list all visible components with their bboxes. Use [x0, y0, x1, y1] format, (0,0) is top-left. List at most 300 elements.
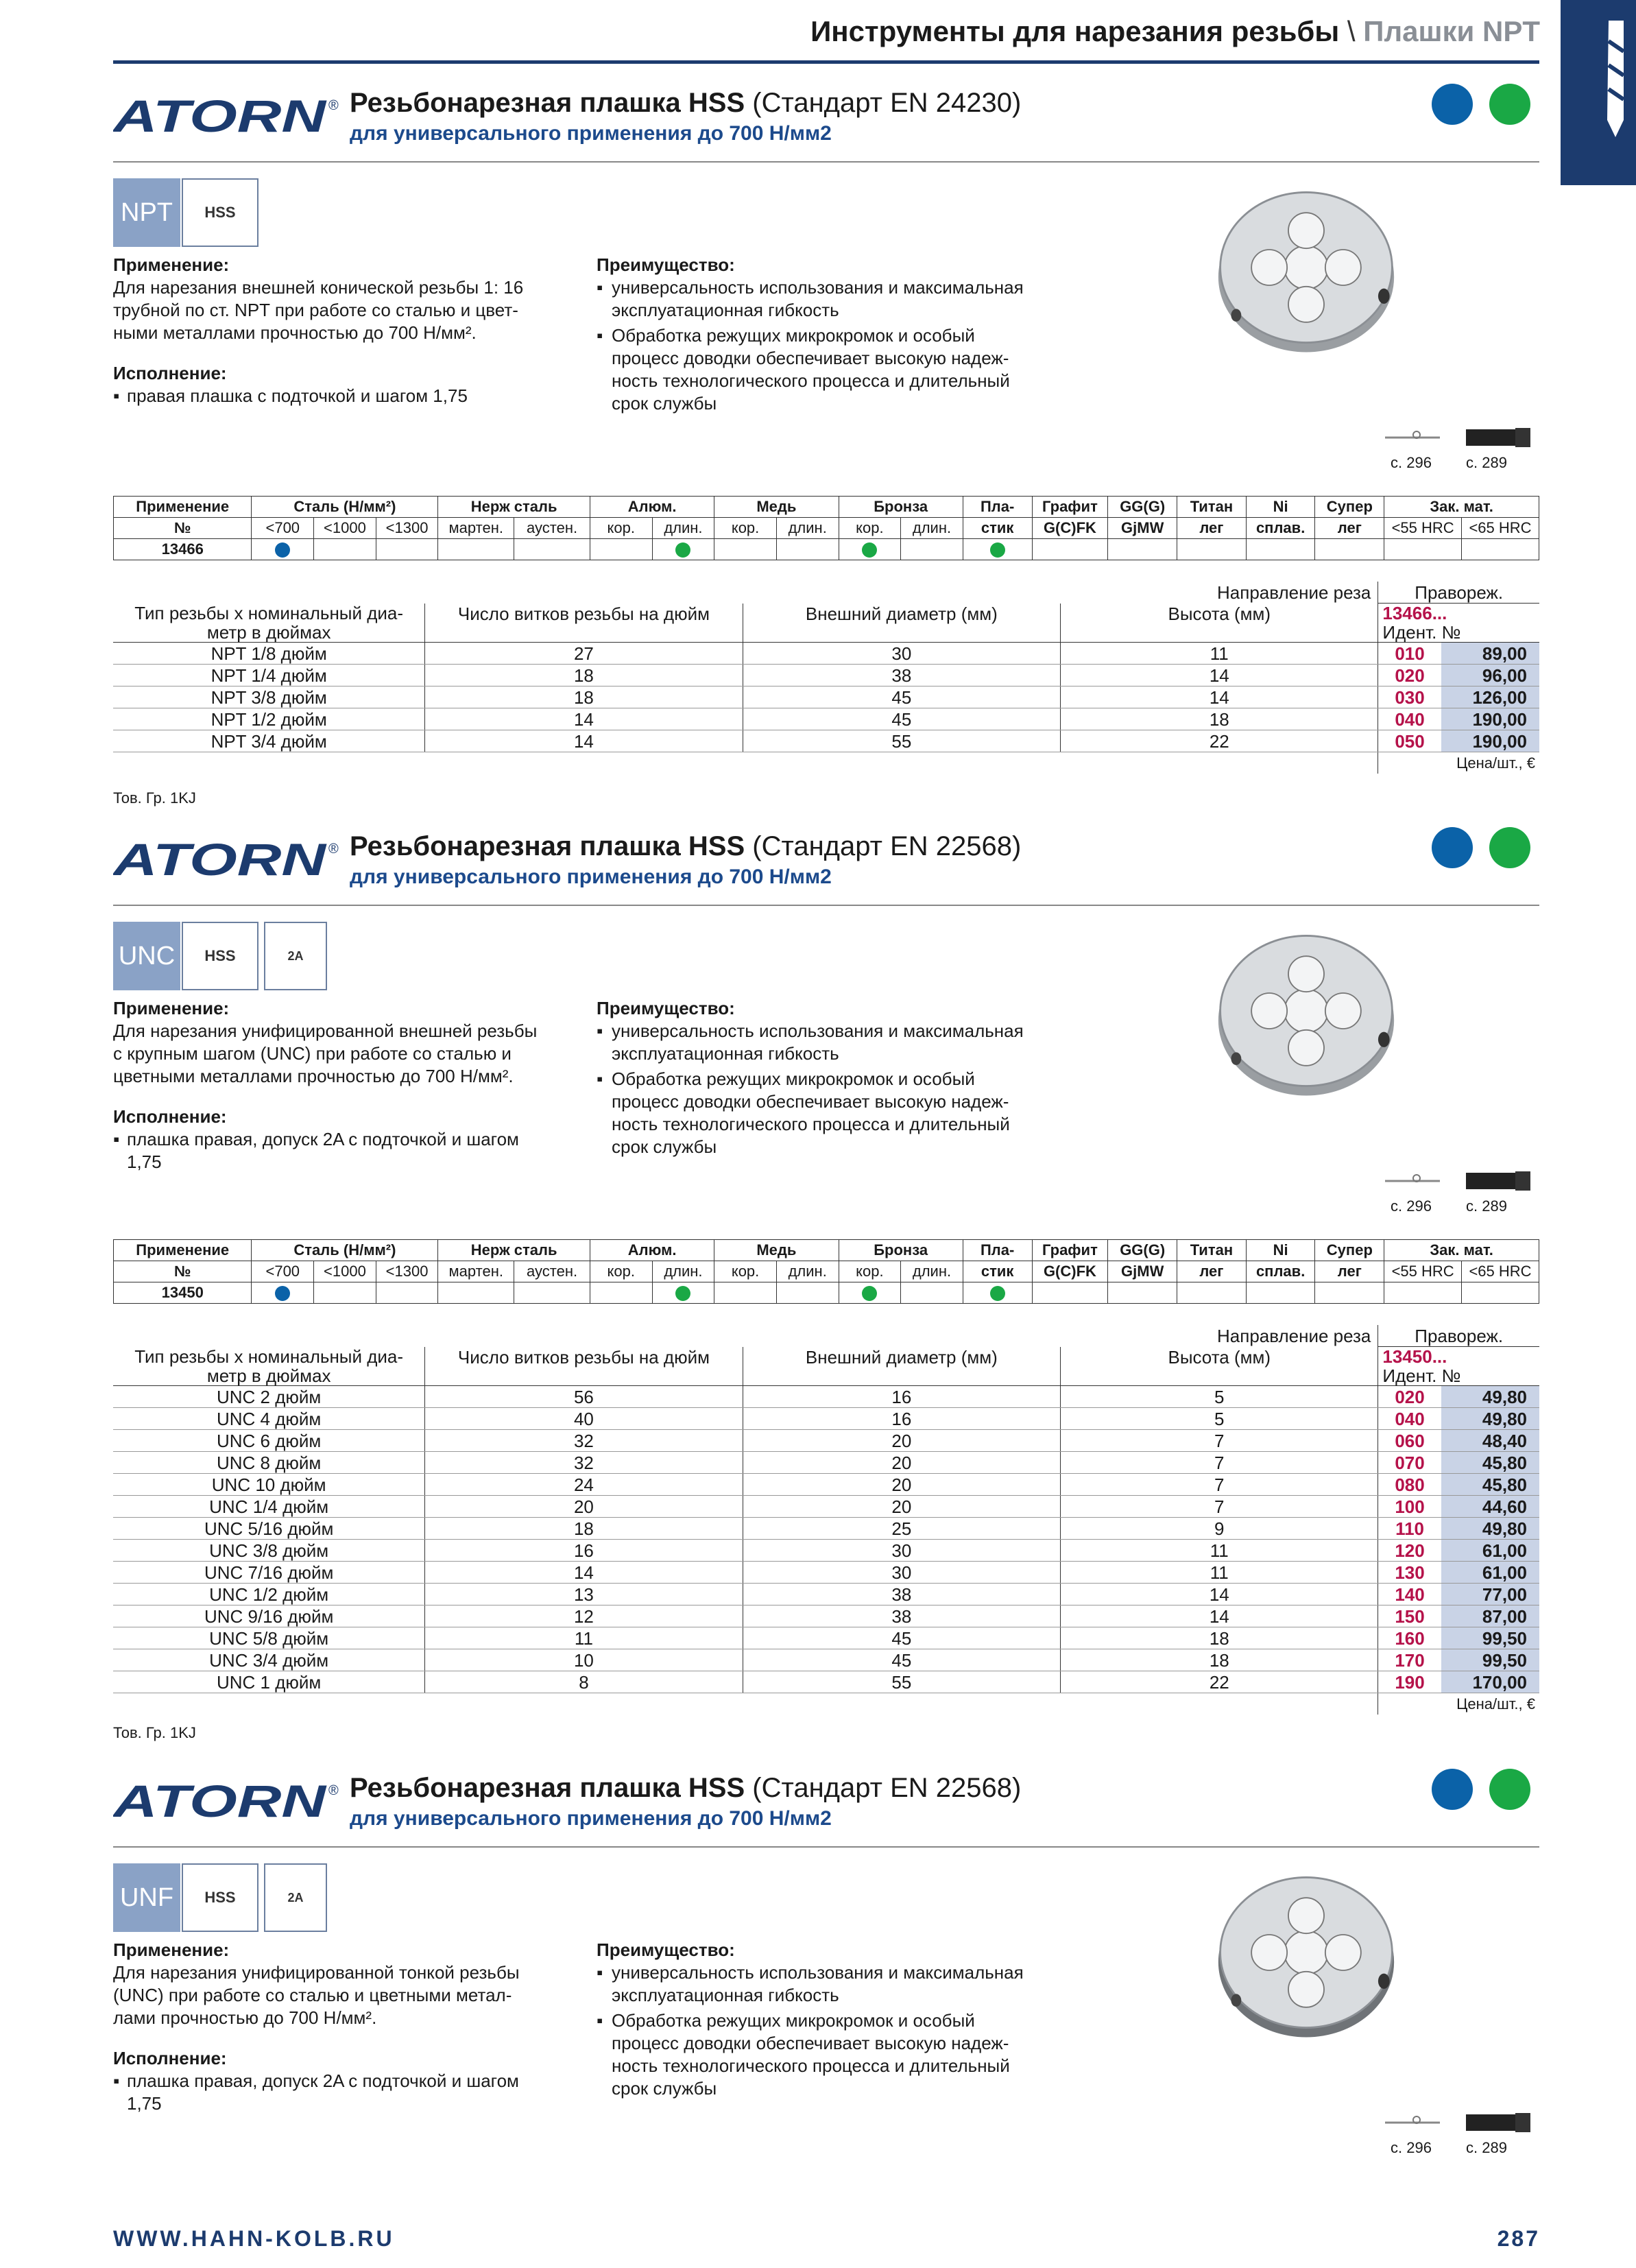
section-rule: [113, 1846, 1539, 1848]
suitability-dot-green: [862, 542, 877, 558]
page-ref[interactable]: с. 289: [1466, 454, 1507, 471]
app-subheader-cell: <55 HRC: [1384, 518, 1462, 539]
app-header-cell: Алюм.: [590, 1240, 714, 1261]
spec-row[interactable]: [113, 1627, 1539, 1649]
app-cell: [963, 1282, 1032, 1304]
price-unit: Цена/шт., €: [1378, 752, 1539, 774]
spec-row[interactable]: [113, 1430, 1539, 1452]
advantage-line: процесс доводки обеспечивает высокую надеж-: [612, 1091, 1009, 1112]
height: 18: [1061, 708, 1378, 730]
application-block: [113, 254, 523, 344]
thread-type: UNC 1/2 дюйм: [113, 1584, 425, 1605]
badge-hss: HSS: [182, 1863, 258, 1932]
app-subheader-cell: длин.: [652, 1261, 714, 1282]
svg-text:®: ®: [328, 1783, 339, 1798]
article-base: 13450...: [1382, 1346, 1447, 1367]
advantage-heading: Преимущество:: [597, 1939, 735, 1960]
app-subheader-cell: <1300: [376, 1261, 438, 1282]
thread-type: UNC 6 дюйм: [113, 1430, 425, 1452]
app-cell: [839, 1282, 901, 1304]
outer-diameter: 20: [743, 1474, 1061, 1496]
app-subheader-cell: <1000: [314, 1261, 376, 1282]
page-ref[interactable]: с. 296: [1391, 2139, 1432, 2156]
atorn-logo: [113, 93, 346, 139]
spec-row[interactable]: [113, 643, 1539, 665]
app-cell: [314, 539, 376, 560]
header-title: Инструменты для нарезания резьбы: [810, 15, 1340, 47]
application-heading: Применение:: [113, 998, 230, 1018]
outer-diameter: 20: [743, 1430, 1061, 1452]
execution-line: 1,75: [127, 1151, 162, 1172]
spec-row[interactable]: [113, 1496, 1539, 1518]
app-table-header-1: [114, 497, 1539, 518]
outer-header: Внешний диаметр (мм): [743, 1347, 1061, 1386]
app-subheader-cell: длин.: [652, 518, 714, 539]
ident-number: 080: [1378, 1474, 1441, 1496]
execution-heading: Исполнение:: [113, 2048, 227, 2068]
height: 5: [1061, 1386, 1378, 1408]
advantage-line: срок службы: [612, 2078, 717, 2099]
material-dot-green: [1489, 827, 1530, 868]
outer-diameter: 55: [743, 730, 1061, 752]
app-cell: [1384, 1282, 1462, 1304]
atorn-logo: [113, 1778, 346, 1824]
spec-row[interactable]: [113, 730, 1539, 752]
app-subheader-cell: №: [114, 1261, 252, 1282]
direction-value: Правореж.: [1378, 1325, 1539, 1347]
app-subheader-cell: <65 HRC: [1462, 1261, 1539, 1282]
execution-heading: Исполнение:: [113, 363, 227, 383]
spec-row[interactable]: [113, 687, 1539, 708]
app-cell: [1032, 1282, 1108, 1304]
app-subheader-cell: G(C)FK: [1032, 518, 1108, 539]
height: 22: [1061, 1671, 1378, 1693]
outer-diameter: 45: [743, 1649, 1061, 1671]
height: 7: [1061, 1474, 1378, 1496]
header-separator: \: [1347, 15, 1356, 47]
ident-number: 070: [1378, 1452, 1441, 1474]
product-title-bold: Резьбонарезная плашка HSS: [350, 1773, 745, 1803]
turns-per-inch: 32: [425, 1430, 743, 1452]
spec-header-row: [113, 604, 1539, 643]
header-rule: [113, 60, 1539, 64]
spec-row[interactable]: [113, 1540, 1539, 1562]
turns-per-inch: 13: [425, 1584, 743, 1605]
outer-diameter: 16: [743, 1386, 1061, 1408]
application-line: трубной по ст. NPT при работе со сталью и цвет-: [113, 300, 518, 320]
advantage-line: универсальность использования и максимальная ▪: [597, 277, 1024, 298]
height: 22: [1061, 730, 1378, 752]
execution-block: [113, 2047, 519, 2115]
app-cell: [776, 539, 839, 560]
height: 7: [1061, 1452, 1378, 1474]
suitability-dot-green: [675, 542, 690, 558]
page-number: 287: [1497, 2226, 1540, 2251]
outer-diameter: 30: [743, 1540, 1061, 1562]
app-cell: [1462, 1282, 1539, 1304]
app-cell: [1384, 539, 1462, 560]
thread-type: NPT 3/4 дюйм: [113, 730, 425, 752]
execution-line: плашка правая, допуск 2A с подточкой и шагом ▪: [113, 2070, 519, 2091]
spec-row[interactable]: [113, 1671, 1539, 1693]
turns-per-inch: 40: [425, 1408, 743, 1430]
app-subheader-cell: GjMW: [1108, 1261, 1177, 1282]
app-cell: [438, 1282, 514, 1304]
spec-table: [113, 582, 1539, 774]
price: 87,00: [1441, 1605, 1539, 1627]
ident-number: 160: [1378, 1627, 1441, 1649]
height-header: Высота (мм): [1061, 604, 1378, 643]
badge-hss: HSS: [182, 922, 258, 990]
ident-number: 020: [1378, 665, 1441, 687]
advantage-heading: Преимущество:: [597, 998, 735, 1018]
app-header-cell: Алюм.: [590, 497, 714, 518]
turns-per-inch: 16: [425, 1540, 743, 1562]
product-title: [350, 88, 1021, 119]
spec-row[interactable]: [113, 1386, 1539, 1408]
app-header-cell: Применение: [114, 497, 252, 518]
app-subheader-cell: лег: [1315, 1261, 1384, 1282]
spec-row[interactable]: [113, 1584, 1539, 1605]
turns-per-inch: 14: [425, 708, 743, 730]
badge-2a: 2A: [264, 922, 327, 990]
application-line: цветными металлами прочностью до 700 Н/мм².: [113, 1066, 514, 1086]
turns-per-inch: 11: [425, 1627, 743, 1649]
height: 7: [1061, 1430, 1378, 1452]
spec-row[interactable]: [113, 1518, 1539, 1540]
spec-row[interactable]: [113, 1649, 1539, 1671]
ident-number: 170: [1378, 1649, 1441, 1671]
app-subheader-cell: мартен.: [438, 1261, 514, 1282]
outer-diameter: 20: [743, 1496, 1061, 1518]
app-cell: 13450: [114, 1282, 252, 1304]
spec-row[interactable]: [113, 1452, 1539, 1474]
turns-per-inch: 8: [425, 1671, 743, 1693]
turns-per-inch: 27: [425, 643, 743, 665]
bullet-icon: ▪: [597, 1020, 603, 1041]
suitability-dot-green: [862, 1286, 877, 1301]
price: 96,00: [1441, 665, 1539, 687]
app-header-cell: Ni: [1246, 497, 1315, 518]
price: 99,50: [1441, 1627, 1539, 1649]
app-header-cell: Графит: [1032, 497, 1108, 518]
app-subheader-cell: длин.: [776, 1261, 839, 1282]
product-subtitle: для универсального применения до 700 Н/мм2: [350, 1807, 832, 1830]
footer-url[interactable]: WWW.HAHN-KOLB.RU: [113, 2226, 395, 2251]
price: 99,50: [1441, 1649, 1539, 1671]
app-subheader-cell: <1300: [376, 518, 438, 539]
suitability-dot-green: [990, 1286, 1005, 1301]
app-subheader-cell: лег: [1315, 518, 1384, 539]
outer-diameter: 45: [743, 1627, 1061, 1649]
advantage-line: эксплуатационная гибкость: [612, 1985, 839, 2005]
app-header-cell: Нерж сталь: [438, 1240, 590, 1261]
price: 45,80: [1441, 1474, 1539, 1496]
advantage-block: [597, 997, 1024, 1158]
page-ref[interactable]: с. 296: [1391, 1197, 1432, 1215]
badge-npt: NPT: [113, 178, 180, 247]
app-cell: [1177, 539, 1247, 560]
app-header-cell: Супер: [1315, 497, 1384, 518]
app-cell: [714, 1282, 777, 1304]
turns-per-inch: 24: [425, 1474, 743, 1496]
app-header-cell: Титан: [1177, 1240, 1247, 1261]
app-table-header-2: [114, 518, 1539, 539]
advantage-line: Обработка режущих микрокромок и особый ▪: [597, 2010, 975, 2031]
app-table-header-2: [114, 1261, 1539, 1282]
spec-row[interactable]: [113, 1408, 1539, 1430]
svg-text:®: ®: [328, 841, 339, 857]
advantage-line: срок службы: [612, 393, 717, 414]
turns-per-inch: 18: [425, 665, 743, 687]
thread-type: UNC 10 дюйм: [113, 1474, 425, 1496]
app-subheader-cell: сплав.: [1246, 518, 1315, 539]
price: 61,00: [1441, 1540, 1539, 1562]
advantage-line: Обработка режущих микрокромок и особый ▪: [597, 325, 975, 346]
page-ref[interactable]: с. 289: [1466, 2139, 1507, 2156]
application-heading: Применение:: [113, 1939, 230, 1960]
app-header-cell: Бронза: [839, 497, 963, 518]
height: 11: [1061, 1540, 1378, 1562]
spec-row[interactable]: [113, 665, 1539, 687]
ident-number: 110: [1378, 1518, 1441, 1540]
price: 190,00: [1441, 708, 1539, 730]
turns-per-inch: 12: [425, 1605, 743, 1627]
badge-2a: 2A: [264, 1863, 327, 1932]
tool-icons: [1378, 2110, 1536, 2135]
app-subheader-cell: длин.: [776, 518, 839, 539]
application-table: [113, 1239, 1539, 1304]
app-header-cell: Зак. мат.: [1384, 1240, 1539, 1261]
type-header-line-2: метр в дюймах: [206, 1365, 331, 1386]
application-block: [113, 1939, 520, 2029]
type-header-line-1: Тип резьбы х номинальный диа-: [134, 1346, 404, 1367]
bullet-icon: ▪: [597, 2010, 603, 2031]
outer-diameter: 30: [743, 1562, 1061, 1584]
outer-header: Внешний диаметр (мм): [743, 604, 1061, 643]
app-subheader-cell: кор.: [839, 518, 901, 539]
turns-per-inch: 56: [425, 1386, 743, 1408]
price: 49,80: [1441, 1518, 1539, 1540]
tool-icons: [1378, 425, 1536, 450]
outer-diameter: 38: [743, 665, 1061, 687]
app-subheader-cell: лег: [1177, 1261, 1247, 1282]
app-subheader-cell: №: [114, 518, 252, 539]
app-header-cell: Супер: [1315, 1240, 1384, 1261]
product-subtitle: для универсального применения до 700 Н/мм2: [350, 122, 832, 145]
die-image: [1203, 1863, 1409, 2042]
section-rule: [113, 161, 1539, 163]
badge-unf: UNF: [113, 1863, 180, 1932]
app-header-cell: Пла-: [963, 497, 1032, 518]
suitability-dot-green: [990, 542, 1005, 558]
app-subheader-cell: <700: [252, 1261, 314, 1282]
product-subtitle: для универсального применения до 700 Н/мм2: [350, 866, 832, 888]
svg-text:ATORN: ATORN: [113, 93, 327, 139]
app-cell: [1246, 1282, 1315, 1304]
bullet-icon: ▪: [597, 277, 603, 298]
turns-per-inch: 14: [425, 730, 743, 752]
app-cell: [1315, 1282, 1384, 1304]
app-cell: [714, 539, 777, 560]
app-subheader-cell: аустен.: [514, 518, 590, 539]
outer-diameter: 38: [743, 1584, 1061, 1605]
page-header-title: [810, 15, 1540, 48]
section-rule: [113, 905, 1539, 906]
price-unit: Цена/шт., €: [1378, 1693, 1539, 1715]
app-header-cell: Медь: [714, 1240, 839, 1261]
page-ref-group: [1378, 1169, 1536, 1217]
spec-row[interactable]: [113, 1474, 1539, 1496]
svg-text:®: ®: [328, 98, 339, 113]
advantage-line: ность технологического процесса и длительный: [612, 1114, 1010, 1134]
app-table-header-1: [114, 1240, 1539, 1261]
app-header-cell: Зак. мат.: [1384, 497, 1539, 518]
ident-number: 150: [1378, 1605, 1441, 1627]
material-dot-blue: [1432, 1769, 1473, 1810]
page-ref[interactable]: с. 296: [1391, 454, 1432, 471]
price: 49,80: [1441, 1386, 1539, 1408]
outer-diameter: 25: [743, 1518, 1061, 1540]
app-cell: [776, 1282, 839, 1304]
page-ref[interactable]: с. 289: [1466, 1197, 1507, 1215]
price: 126,00: [1441, 687, 1539, 708]
thread-type: NPT 1/4 дюйм: [113, 665, 425, 687]
tool-icons: [1378, 1169, 1536, 1193]
bullet-icon: ▪: [597, 1962, 603, 1983]
advantage-line: эксплуатационная гибкость: [612, 1043, 839, 1064]
ident-header: [1378, 604, 1539, 643]
material-dot-blue: [1432, 84, 1473, 125]
app-cell: [514, 539, 590, 560]
direction-label: Направление реза: [1217, 1325, 1371, 1346]
spec-row[interactable]: [113, 1605, 1539, 1627]
suitability-dot-blue: [275, 1286, 290, 1301]
height: 14: [1061, 1605, 1378, 1627]
app-cell: [376, 539, 438, 560]
application-line: ными металлами прочностью до 700 Н/мм².: [113, 322, 477, 343]
price: 170,00: [1441, 1671, 1539, 1693]
product-title-standard: (Стандарт EN 22568): [745, 1773, 1022, 1803]
app-cell: [1246, 539, 1315, 560]
outer-diameter: 55: [743, 1671, 1061, 1693]
application-line: Для нарезания внешней конической резьбы 1: 16: [113, 277, 524, 298]
application-line: Для нарезания унифицированной тонкой резьбы: [113, 1962, 520, 1983]
app-subheader-cell: сплав.: [1246, 1261, 1315, 1282]
product-title-standard: (Стандарт EN 24230): [745, 88, 1022, 118]
drill-icon: [1561, 0, 1636, 185]
direction-value: Правореж.: [1378, 582, 1539, 604]
application-line: (UNC) при работе со сталью и цветными метал-: [113, 1985, 512, 2005]
app-cell: [590, 1282, 652, 1304]
outer-diameter: 45: [743, 687, 1061, 708]
app-subheader-cell: кор.: [590, 1261, 652, 1282]
chapter-tab: [1561, 0, 1636, 185]
app-subheader-cell: длин.: [901, 518, 963, 539]
app-cell: [252, 1282, 314, 1304]
app-cell: [901, 1282, 963, 1304]
app-cell: [1108, 539, 1177, 560]
turns-header: Число витков резьбы на дюйм: [425, 604, 743, 643]
app-subheader-cell: <55 HRC: [1384, 1261, 1462, 1282]
product-group: Тов. Гр. 1KJ: [113, 789, 196, 807]
height: 5: [1061, 1408, 1378, 1430]
application-line: лами прочностью до 700 Н/мм².: [113, 2007, 377, 2028]
advantage-line: ность технологического процесса и длительный: [612, 370, 1010, 391]
outer-diameter: 16: [743, 1408, 1061, 1430]
app-subheader-cell: мартен.: [438, 518, 514, 539]
height: 11: [1061, 643, 1378, 665]
product-title-bold: Резьбонарезная плашка HSS: [350, 831, 745, 861]
outer-diameter: 20: [743, 1452, 1061, 1474]
app-header-cell: Сталь (Н/мм²): [252, 497, 438, 518]
app-cell: [963, 539, 1032, 560]
thread-type: UNC 3/4 дюйм: [113, 1649, 425, 1671]
app-cell: [1462, 539, 1539, 560]
ident-number: 040: [1378, 708, 1441, 730]
type-header: [113, 1347, 425, 1386]
height: 14: [1061, 665, 1378, 687]
advantage-line: процесс доводки обеспечивает высокую надеж-: [612, 2033, 1009, 2053]
app-cell: [314, 1282, 376, 1304]
spec-footer-row: [113, 752, 1539, 774]
height-header: Высота (мм): [1061, 1347, 1378, 1386]
material-dot-green: [1489, 84, 1530, 125]
badge-unc: UNC: [113, 922, 180, 990]
material-dot-green: [1489, 1769, 1530, 1810]
turns-per-inch: 32: [425, 1452, 743, 1474]
price: 48,40: [1441, 1430, 1539, 1452]
product-title: [350, 1773, 1021, 1804]
app-header-cell: Графит: [1032, 1240, 1108, 1261]
price: 45,80: [1441, 1452, 1539, 1474]
direction-label: Направление реза: [1217, 582, 1371, 603]
ident-number: 030: [1378, 687, 1441, 708]
ident-number: 020: [1378, 1386, 1441, 1408]
turns-per-inch: 10: [425, 1649, 743, 1671]
spec-row[interactable]: [113, 1562, 1539, 1584]
atorn-logo: [113, 837, 346, 882]
app-subheader-cell: кор.: [714, 518, 777, 539]
ident-number: 120: [1378, 1540, 1441, 1562]
spec-row[interactable]: [113, 708, 1539, 730]
app-cell: [1315, 539, 1384, 560]
thread-type: UNC 1 дюйм: [113, 1671, 425, 1693]
svg-text:ATORN: ATORN: [113, 1778, 327, 1824]
height: 11: [1061, 1562, 1378, 1584]
app-subheader-cell: лег: [1177, 518, 1247, 539]
advantage-block: [597, 254, 1024, 415]
die-image: [1203, 922, 1409, 1100]
execution-heading: Исполнение:: [113, 1106, 227, 1127]
app-cell: [514, 1282, 590, 1304]
type-header: [113, 604, 425, 643]
price: 44,60: [1441, 1496, 1539, 1518]
app-subheader-cell: <1000: [314, 518, 376, 539]
app-header-cell: Применение: [114, 1240, 252, 1261]
thread-type: UNC 1/4 дюйм: [113, 1496, 425, 1518]
application-table: [113, 496, 1539, 560]
turns-per-inch: 18: [425, 1518, 743, 1540]
thread-type: UNC 7/16 дюйм: [113, 1562, 425, 1584]
advantage-line: ность технологического процесса и длительный: [612, 2055, 1010, 2076]
ident-number: 190: [1378, 1671, 1441, 1693]
app-cell: [1032, 539, 1108, 560]
bullet-icon: ▪: [597, 1069, 603, 1089]
die-image: [1203, 178, 1409, 357]
turns-per-inch: 18: [425, 687, 743, 708]
turns-per-inch: 20: [425, 1496, 743, 1518]
